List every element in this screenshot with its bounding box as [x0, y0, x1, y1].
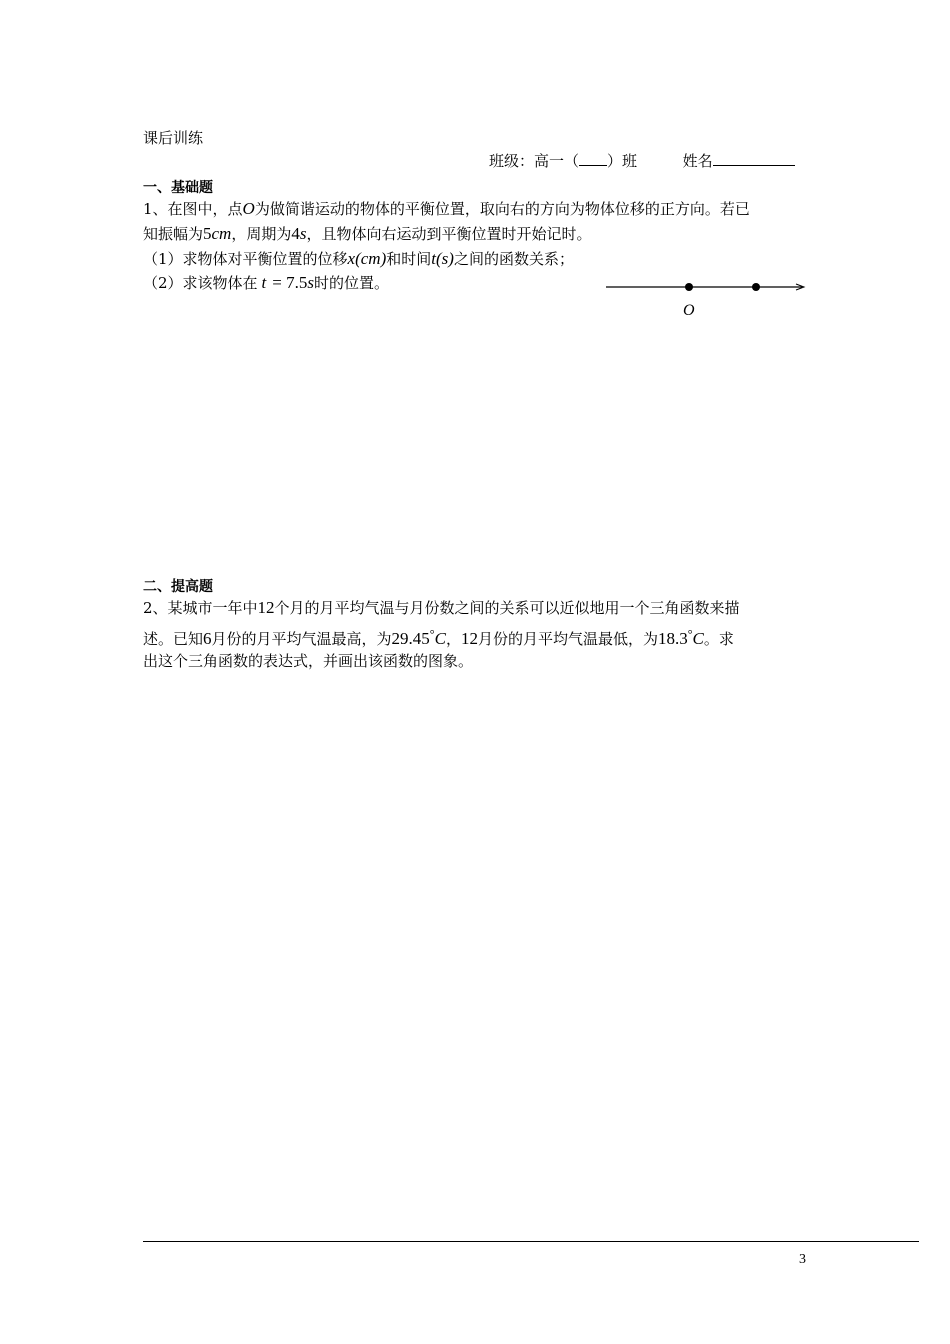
q2-known-label: 述。已知	[143, 630, 204, 648]
point-origin	[685, 283, 693, 291]
q2-high-label: 月份的月平均气温最高，为	[211, 630, 392, 648]
q2-text-a: 2、某城市一年中	[143, 599, 258, 617]
class-suffix: ）班	[607, 152, 638, 170]
sub1-text-b: 和时间	[386, 250, 432, 268]
degree-symbol-high: °	[429, 627, 435, 641]
class-name-line	[489, 150, 795, 172]
q1-period-label: ，周期为	[231, 225, 292, 243]
name-blank[interactable]	[713, 165, 795, 166]
footer-rule	[143, 1241, 919, 1242]
section-heading-advanced: 二、提高题	[143, 579, 213, 595]
q1-text-b: 为做简谐运动的物体的平衡位置，取向右的方向为物体位移的正方向。若已	[254, 200, 750, 218]
q1-amp-label: 知振幅为	[143, 225, 204, 243]
origin-label: O	[683, 302, 695, 319]
month-low: 12	[460, 629, 478, 648]
title-text: 课后训练	[143, 129, 204, 147]
name-label: 姓名	[682, 152, 713, 170]
temp-low: 18.3	[657, 629, 688, 648]
q1-text-a: 1、在图中，点	[143, 200, 243, 218]
month-high: 6	[203, 629, 212, 648]
point-right	[752, 283, 760, 291]
amp-unit: cm	[211, 224, 232, 243]
q1-text-c: ，且物体向右运动到平衡位置时开始记时。	[306, 225, 592, 243]
unit-s: (s)	[436, 249, 454, 268]
var-t2: t	[261, 273, 267, 292]
months-num: 12	[257, 598, 275, 617]
number-line-figure	[600, 276, 810, 322]
q1-sub1	[143, 248, 574, 270]
page-title	[143, 127, 203, 149]
unit-celsius-low: C	[692, 629, 704, 648]
var-x: x	[347, 249, 356, 268]
page-number: 3	[799, 1252, 806, 1267]
unit-celsius-high: C	[434, 629, 446, 648]
temp-high: 29.45	[391, 629, 430, 648]
q2-low-label: 月份的月平均气温最低，为	[477, 630, 658, 648]
time-unit: s	[307, 273, 314, 292]
var-t: t	[431, 249, 436, 268]
period-unit: s	[299, 224, 307, 243]
q1-line1	[143, 198, 750, 220]
q1-line2	[143, 223, 592, 245]
degree-symbol-low: °	[687, 627, 693, 641]
q2-text-b: 个月的月平均气温与月份数之间的关系可以近似地用一个三角函数来描	[274, 599, 740, 617]
q2-text-end: 。求	[703, 630, 734, 648]
amp-num: 5	[203, 224, 212, 243]
class-blank[interactable]	[579, 165, 607, 166]
class-label: 班级：高一（	[489, 152, 580, 170]
period-num: 4	[291, 224, 300, 243]
q2-line1	[143, 597, 740, 619]
time-value: = 7.5	[272, 273, 308, 292]
q2-line2	[143, 623, 734, 650]
q1-sub2	[143, 272, 389, 294]
q2-comma: ，	[445, 630, 461, 648]
q2-line3: 出这个三角函数的表达式，并画出该函数的图象。	[143, 652, 474, 670]
sub2-text-a: （2）求该物体在	[143, 274, 258, 292]
sub1-text-c: 之间的函数关系；	[453, 250, 574, 268]
sub1-text-a: （1）求物体对平衡位置的位移	[143, 250, 348, 268]
section-heading-basic: 一、基础题	[143, 180, 213, 196]
unit-cm: (cm)	[355, 249, 387, 268]
var-O: O	[242, 199, 255, 218]
sub2-text-b: 时的位置。	[314, 274, 390, 292]
